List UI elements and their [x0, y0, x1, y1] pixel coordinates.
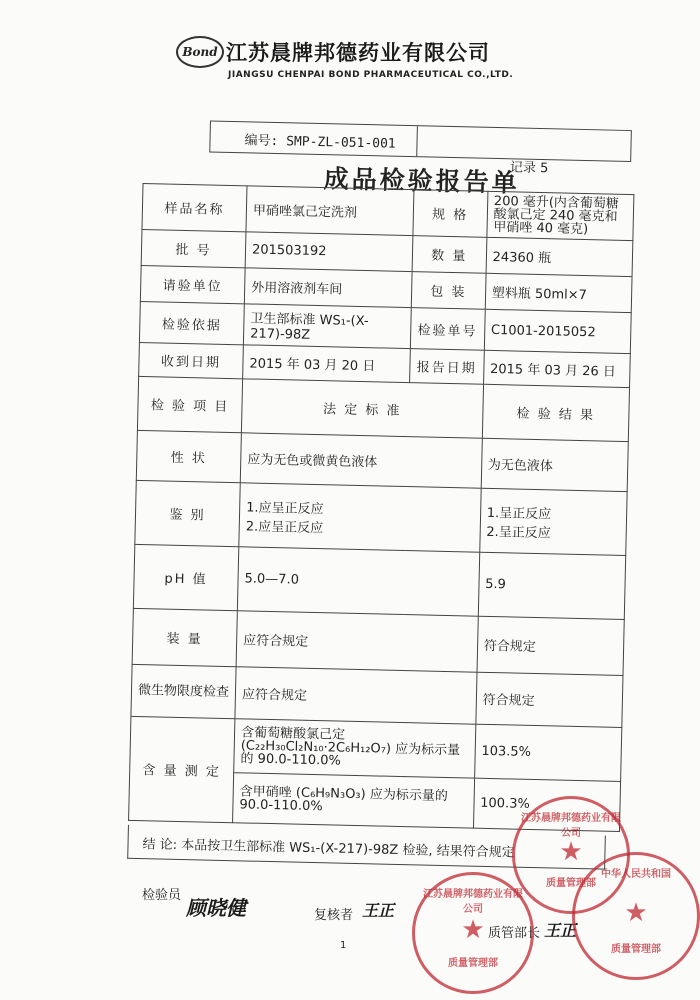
- reviewer-signature: 王正: [362, 901, 395, 920]
- report-table: [128, 183, 634, 832]
- test-item: pH 值: [133, 544, 238, 610]
- spec-value: 200 毫升(内含葡萄糖酸氯己定 240 毫克和甲硝唑 40 毫克): [487, 191, 634, 240]
- content-b-standard: 含甲硝唑 (C₆H₉N₃O₃) 应为标示量的 90.0-110.0%: [233, 773, 475, 828]
- basis-value: 卫生部标准 WS₁-(X-217)-98Z: [243, 304, 411, 349]
- seal-label: 质量管理部: [611, 944, 661, 955]
- column-standard: 法 定 标 准: [241, 379, 483, 438]
- content-item: 含 量 测 定: [129, 716, 235, 822]
- test-standard: 5.0—7.0: [237, 547, 479, 616]
- qa-label: 质管部长: [488, 926, 541, 941]
- test-result: 1.呈正反应 2.呈正反应: [479, 488, 627, 555]
- dept-label: 请验单位: [140, 265, 245, 303]
- basis-label: 检验依据: [139, 301, 244, 344]
- seal-star-icon: ★: [624, 898, 648, 928]
- test-standard: 应符合规定: [235, 667, 477, 724]
- test-standard: 应符合规定: [236, 611, 478, 672]
- spec-label: 规 格: [413, 190, 488, 238]
- qa-signature: 王正: [544, 921, 577, 940]
- sample-name: 甲硝唑氯己定洗剂: [246, 186, 414, 236]
- seal-ring-text: 江苏晨牌邦德药业有限公司: [423, 889, 523, 915]
- received-date: 2015 年 03 月 20 日: [243, 345, 411, 383]
- content-a-result: 103.5%: [474, 724, 622, 781]
- test-item: 鉴 别: [135, 480, 240, 546]
- report-title: 成品检验报告单: [323, 164, 520, 198]
- inspection-report: [83, 118, 640, 882]
- packaging-value: 塑料瓶 50ml×7: [485, 273, 632, 312]
- header-row: [209, 120, 632, 177]
- test-standard: 1.应呈正反应 2.应呈正反应: [239, 483, 481, 552]
- report-number: C1001-2015052: [484, 309, 631, 353]
- quantity-label: 数 量: [412, 236, 487, 274]
- inspector-signature: 顾晓健: [186, 896, 246, 920]
- dept-value: 外用溶液剂车间: [244, 268, 412, 308]
- quantity-value: 24360 瓶: [486, 237, 633, 276]
- report-number-label: 检验单号: [410, 308, 485, 351]
- test-result: 符合规定: [477, 616, 625, 675]
- batch-label: 批 号: [141, 229, 246, 267]
- sample-name-label: 样品名称: [142, 183, 247, 231]
- report-date: 2015 年 03 月 26 日: [483, 350, 630, 387]
- seal-ring-text: 中华人民共和国: [601, 869, 671, 880]
- packaging-label: 包 装: [411, 272, 486, 310]
- seal-star-icon: ★: [559, 837, 583, 867]
- content-a-standard: 含葡萄糖酸氯己定 (C₂₂H₃₀Cl₂N₁₀·2C₆H₁₂O₇) 应为标示量的 90.0-110.0%: [234, 719, 476, 778]
- test-item: 性 状: [136, 430, 241, 482]
- seal-ring-text: 江苏晨牌邦德药业有限公司: [521, 813, 621, 839]
- test-result: 为无色液体: [481, 438, 628, 491]
- header-divider: [416, 126, 418, 156]
- seal-label: 质量管理部: [448, 958, 498, 969]
- seal-label: 质量管理部: [546, 878, 596, 889]
- company-name-cn: 江苏晨牌邦德药业有限公司: [226, 41, 490, 65]
- inspector-label: 检验员: [142, 888, 182, 903]
- company-name-en: JIANGSU CHENPAI BOND PHARMACEUTICAL CO.,LTD.: [228, 70, 514, 80]
- test-item: 微生物限度检查: [131, 664, 236, 718]
- document-code: 编号: SMP-ZL-051-001: [244, 133, 396, 152]
- conclusion: 结 论: 本品按卫生部标准 WS₁-(X-217)-98Z 检验, 结果符合规定: [127, 825, 606, 870]
- record-number: 记录 5: [509, 160, 549, 177]
- reviewer-label: 复核者: [314, 908, 354, 923]
- received-date-label: 收到日期: [139, 342, 244, 378]
- content-row-a: [130, 716, 622, 781]
- test-standard: 应为无色或微黄色液体: [240, 433, 482, 488]
- qa-seal: [572, 852, 700, 980]
- test-row: [135, 480, 627, 555]
- logo-text: Bond: [182, 45, 218, 59]
- test-result: 5.9: [478, 552, 626, 619]
- test-item: 装 量: [132, 608, 237, 666]
- report-date-label: 报告日期: [409, 349, 484, 385]
- seal-star-icon: ★: [461, 915, 485, 945]
- batch-number: 201503192: [245, 232, 413, 272]
- column-result: 检 验 结 果: [482, 384, 630, 441]
- test-result: 符合规定: [476, 672, 623, 727]
- test-row: [133, 544, 625, 619]
- content-b-result: 100.3%: [473, 778, 620, 831]
- company-logo: [176, 36, 224, 68]
- page-number: 1: [340, 940, 347, 951]
- company-seal-bottom: [412, 872, 534, 994]
- column-item: 检 验 项 目: [137, 376, 242, 432]
